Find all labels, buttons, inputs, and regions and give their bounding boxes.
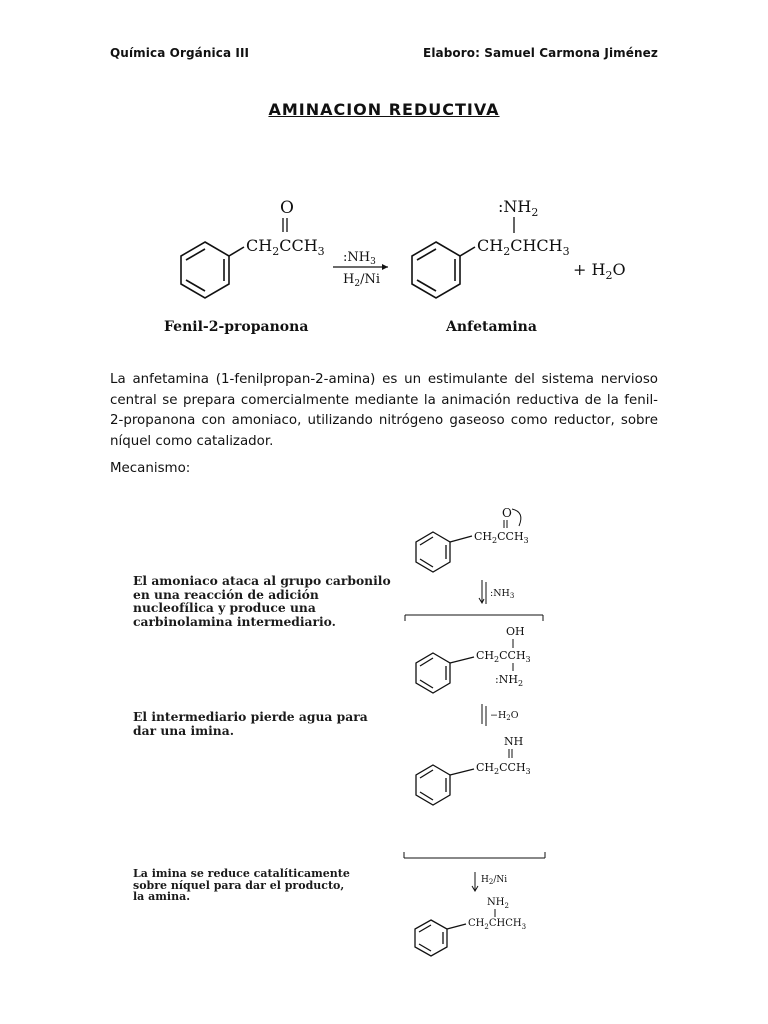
product-name: Anfetamina bbox=[446, 319, 537, 335]
reagent-h2-ni: $H_2/Ni$ bbox=[343, 272, 380, 289]
s2-formula: $CH_2CCH_3$ bbox=[476, 649, 531, 664]
product-amine: $:NH_2$ bbox=[498, 197, 539, 219]
step2-text: El intermediario pierde agua para dar una imina. bbox=[133, 709, 368, 738]
s2-nh2: $:NH_2$ bbox=[495, 673, 524, 688]
reactant-carbonyl-o: O bbox=[280, 198, 294, 218]
header-author: Elaboro: Samuel Carmona Jiménez bbox=[423, 46, 658, 60]
s1-formula: $CH_2CCH_3$ bbox=[474, 530, 529, 545]
mech-ring-1 bbox=[416, 532, 472, 572]
mech-ring-4 bbox=[415, 920, 466, 956]
product-formula: $CH_2CHCH_3$ bbox=[477, 236, 570, 258]
page-title: AMINACION REDUCTIVA bbox=[268, 100, 500, 119]
reagent-nh3: $:NH_3$ bbox=[343, 250, 376, 267]
s4-formula: $CH_2CHCH_3$ bbox=[468, 918, 527, 931]
step1-text: El amoniaco ataca al grupo carbonilo en una reacción de adición nucleofílica y produce una carbinolamina intermediario. bbox=[133, 573, 391, 629]
mechanism-label: Mecanismo: bbox=[110, 461, 191, 476]
s2-reagent: $-H_2O$ bbox=[490, 710, 519, 722]
s1-reagent: $:NH_3$ bbox=[490, 588, 515, 600]
s3-formula: $CH_2CCH_3$ bbox=[476, 761, 531, 776]
byproduct-water: + $H_2O$ bbox=[573, 260, 626, 282]
mech-ring-3 bbox=[416, 765, 474, 805]
step3-text: La imina se reduce catalíticamente sobre níquel para dar el producto, la amina. bbox=[133, 867, 350, 903]
s2-oh: OH bbox=[506, 625, 525, 638]
mech-ring-2 bbox=[416, 653, 474, 693]
s3-reagent: $H_2/Ni$ bbox=[481, 875, 508, 886]
s4-nh2: $NH_2$ bbox=[487, 897, 509, 910]
s3-nh: NH bbox=[504, 735, 524, 748]
reactant-name: Fenil-2-propanona bbox=[164, 319, 309, 335]
intro-paragraph: La anfetamina (1-fenilpropan-2-amina) es un estimulante del sistema nervioso central se prepara comercialmente mediante la animación reductiva de la fenil-2-propanona con amoniaco, utilizando nitrógeno gaseoso como reductor, sobre níquel como catalizador. bbox=[110, 372, 658, 449]
reactant-formula: $CH_2CCH_3$ bbox=[246, 236, 325, 258]
header-course: Química Orgánica III bbox=[110, 46, 250, 60]
s1-oxygen: O bbox=[502, 506, 512, 520]
